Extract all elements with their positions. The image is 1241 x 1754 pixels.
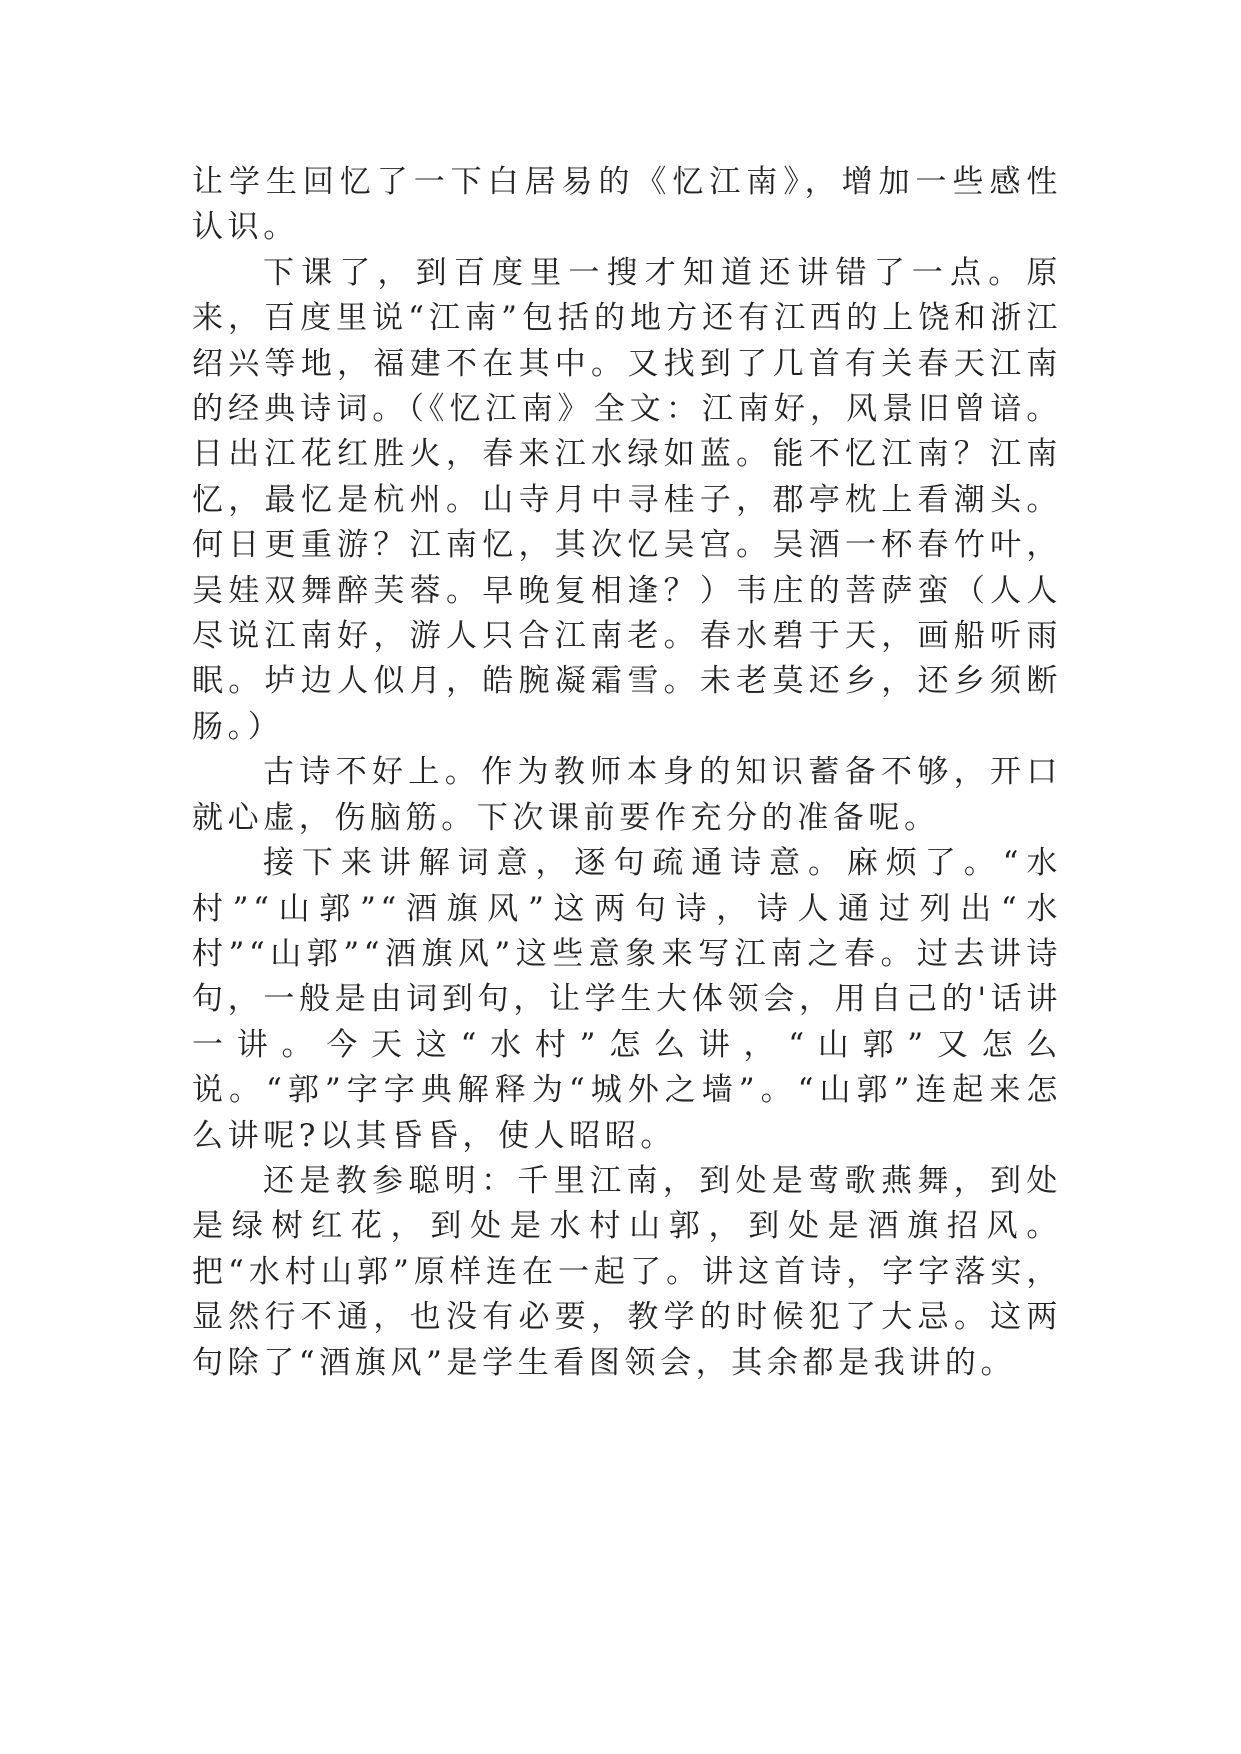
paragraph-word-meaning: 接下来讲解词意，逐句疏通诗意。麻烦了。“水村”“山郭”“酒旗风”这两句诗，诗人通过列出“水村”“山郭”“酒旗风”这些意象来写江南之春。过去讲诗句，一般是由词到句，让学生大体领会，用自己的'话讲一讲。今天这“水村”怎么讲，“山郭”又怎么说。“郭”字字典解释为“城外之墙”。“山郭”连起来怎么讲呢?以其昏昏，使人昭昭。 (192, 845, 1062, 1154)
paragraph-continuation: 让学生回忆了一下白居易的《忆江南》，增加一些感性认识。 (192, 164, 1062, 246)
document-body (192, 160, 1062, 1386)
paragraph-teacher-reflection: 古诗不好上。作为教师本身的知识蓄备不够，开口就心虚，伤脑筋。下次课前要作充分的准备呢。 (192, 754, 1062, 836)
paragraph-baidu-search: 下课了，到百度里一搜才知道还讲错了一点。原来，百度里说“江南”包括的地方还有江西的上饶和浙江绍兴等地，福建不在其中。又找到了几首有关春天江南的经典诗词。（《忆江南》全文：江南好，风景旧曾谙。日出江花红胜火，春来江水绿如蓝。能不忆江南？江南忆，最忆是杭州。山寺月中寻桂子，郡亭枕上看潮头。何日更重游？江南忆，其次忆吴宫。吴酒一杯春竹叶，吴娃双舞醉芙蓉。早晚复相逢？）韦庄的菩萨蛮（人人尽说江南好，游人只合江南老。春水碧于天，画船听雨眠。垆边人似月，皓腕凝霜雪。未老莫还乡，还乡须断肠。） (192, 254, 1062, 745)
paragraph-teaching-reference: 还是教参聪明：千里江南，到处是莺歌燕舞，到处是绿树红花，到处是水村山郭，到处是酒旗招风。把“水村山郭”原样连在一起了。讲这首诗，字字落实，显然行不通，也没有必要，教学的时候犯了大忌。这两句除了“酒旗风”是学生看图领会，其余都是我讲的。 (192, 1162, 1062, 1381)
